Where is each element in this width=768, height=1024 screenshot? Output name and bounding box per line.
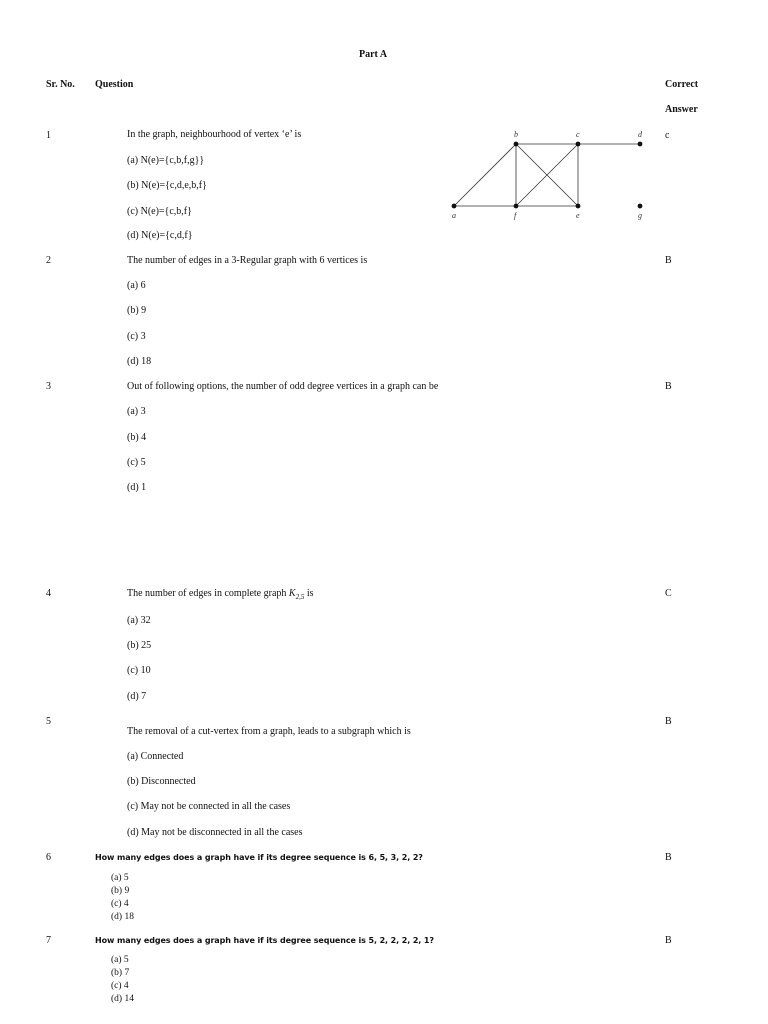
option-b: (b) 25 [127,640,152,651]
question-text: The removal of a cut-vertex from a graph, leads to a subgraph which is [127,726,411,737]
option-b: (b) 9 [111,886,130,896]
option-a: (a) 6 [127,280,146,291]
option-b: (b) Disconnected [127,776,196,787]
header-answer: Answer [665,104,698,115]
option-d: (d) N(e)={c,d,f} [127,230,193,241]
graph-edges [454,144,640,206]
option-c: (c) May not be connected in all the cases [127,801,291,812]
correct-answer: B [665,381,672,392]
correct-answer: B [665,935,672,946]
vertex-f [514,204,519,209]
option-c: (c) 4 [111,981,129,991]
question-number: 1 [46,130,51,141]
question-text: The number of edges in a 3-Regular graph with 6 vertices is [127,255,368,266]
option-c: (c) 3 [127,331,146,342]
math-k: K [288,588,296,599]
option-d: (d) 14 [111,994,134,1004]
option-a: (a) 3 [127,406,146,417]
option-c: (c) N(e)={c,b,f} [127,206,192,217]
option-a: (a) N(e)={c,b,f,g}} [127,155,205,166]
question-text: In the graph, neighbourhood of vertex ‘e’ is [127,129,302,140]
question-number: 2 [46,255,51,266]
question-number: 4 [46,588,51,599]
vertex-d [638,142,643,147]
option-c: (c) 10 [127,665,151,676]
vertex-label-f: f [514,211,517,220]
vertex-b [514,142,519,147]
question-number: 7 [46,935,51,946]
correct-answer: B [665,852,672,863]
question-number: 3 [46,381,51,392]
option-d: (d) 18 [111,912,134,922]
vertex-c [576,142,581,147]
option-d: (d) 1 [127,482,147,493]
header-question: Question [95,79,134,90]
option-c: (c) 5 [127,457,146,468]
vertex-label-e: e [576,211,580,220]
correct-answer: c [665,130,670,141]
question-text: Out of following options, the number of odd degree vertices in a graph can be [127,381,439,392]
question-text: How many edges does a graph have if its degree sequence is 6, 5, 3, 2, 2? [95,853,423,862]
math-subscript: 2,5 [295,593,305,601]
vertex-label-g: g [638,211,642,220]
correct-answer: B [665,255,672,266]
question-text: The number of edges in complete graph $K_{2,5}$ is [127,588,314,601]
option-b: (b) 4 [127,432,147,443]
header-correct: Correct [665,79,699,90]
correct-answer: B [665,716,672,727]
header-sr-no: Sr. No. [46,79,75,90]
question-number: 5 [46,716,51,727]
option-b: (b) 9 [127,305,147,316]
vertex-g [638,204,643,209]
edge-b-a [454,144,516,206]
vertex-label-b: b [514,130,518,139]
correct-answer: C [665,588,672,599]
vertex-a [452,204,457,209]
option-d: (d) 18 [127,356,152,367]
option-d: (d) 7 [127,691,147,702]
question-number: 6 [46,852,51,863]
vertex-e [576,204,581,209]
option-a: (a) 32 [127,615,151,626]
vertex-label-a: a [452,211,456,220]
graph-figure [445,126,655,222]
question-text: How many edges does a graph have if its degree sequence is 5, 2, 2, 2, 2, 1? [95,936,434,945]
part-title: Part A [359,49,388,60]
vertex-label-d: d [638,130,642,139]
option-b: (b) 7 [111,968,130,978]
option-a: (a) 5 [111,955,129,965]
option-b: (b) N(e)={c,d,e,b,f} [127,180,207,191]
vertex-label-c: c [576,130,580,139]
option-c: (c) 4 [111,899,129,909]
option-d: (d) May not be disconnected in all the cases [127,827,303,838]
option-a: (a) 5 [111,873,129,883]
option-a: (a) Connected [127,751,184,762]
